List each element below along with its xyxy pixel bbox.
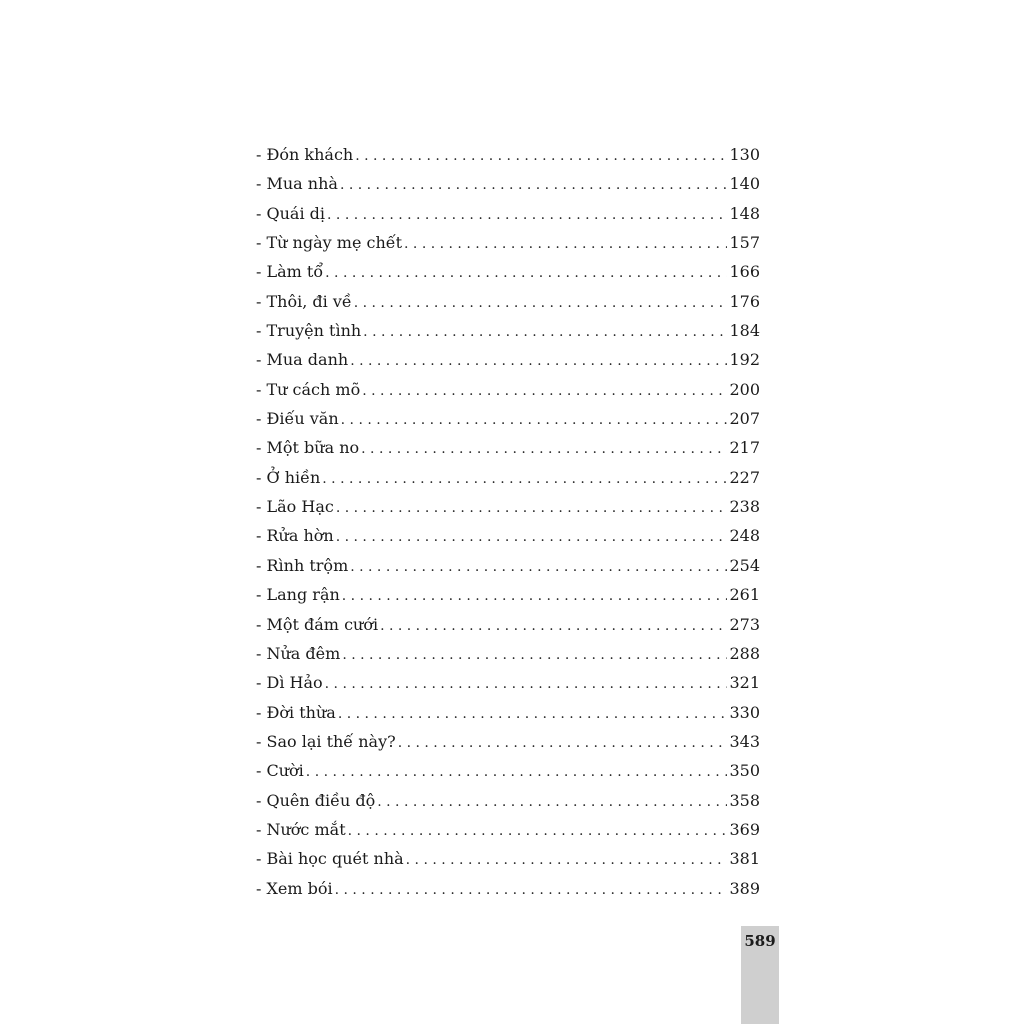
toc-entry-page: 227	[729, 467, 760, 487]
toc-entry	[256, 815, 760, 844]
dot-leader	[341, 406, 728, 435]
toc-entry-title: - Từ ngày mẹ chết	[256, 233, 403, 253]
dot-leader	[361, 435, 727, 464]
toc-entry-title: - Cười	[256, 761, 304, 781]
toc-entry	[256, 639, 760, 668]
toc-entry	[256, 580, 760, 609]
toc-entry-page: 389	[729, 878, 760, 898]
toc-entry-page: 217	[729, 438, 760, 458]
toc-entry-page: 130	[729, 145, 760, 164]
toc-entry-title: - Bài học quét nhà	[256, 849, 404, 869]
toc-entry	[256, 199, 760, 228]
toc-entry	[256, 551, 760, 580]
toc-entry-page: 148	[729, 203, 760, 223]
dot-leader	[354, 289, 728, 318]
toc-entry-title: - Làm tổ	[256, 262, 324, 282]
toc-entry-page: 261	[729, 585, 760, 605]
toc-entry-title: - Truyện tình	[256, 321, 362, 341]
toc-entry-page: 248	[729, 526, 760, 546]
toc-entry-page: 288	[729, 643, 760, 663]
dot-leader	[350, 553, 727, 582]
toc-entry-page: 140	[729, 174, 760, 194]
toc-entry	[256, 610, 760, 639]
toc-entry	[256, 492, 760, 521]
toc-entry-title: - Tư cách mõ	[256, 379, 361, 399]
toc-entry-page: 350	[729, 761, 760, 781]
dot-leader	[348, 817, 728, 846]
toc-entry	[256, 316, 760, 345]
toc-entry-title: - Đời thừa	[256, 702, 336, 722]
toc-entry-page: 157	[729, 233, 760, 253]
toc-entry	[256, 375, 760, 404]
toc-entry-title: - Nước mắt	[256, 819, 346, 839]
toc-entry	[256, 786, 760, 815]
toc-entry	[256, 257, 760, 286]
toc-entry	[256, 521, 760, 550]
dot-leader	[406, 846, 728, 875]
toc-entry	[256, 228, 760, 257]
toc-entry-title: - Ở hiền	[256, 467, 321, 487]
dot-leader	[336, 494, 728, 523]
dot-leader	[398, 729, 728, 758]
dot-leader	[336, 523, 728, 552]
dot-leader	[327, 201, 727, 230]
dot-leader	[325, 259, 727, 288]
toc-entry-title: - Nửa đêm	[256, 643, 341, 663]
dot-leader	[340, 171, 728, 200]
toc-entry-title: - Xem bói	[256, 878, 333, 898]
dot-leader	[363, 318, 727, 347]
toc-entry-page: 343	[729, 731, 760, 751]
toc-entry-page: 192	[729, 350, 760, 370]
dot-leader	[404, 230, 727, 259]
toc-entry-title: - Mua nhà	[256, 174, 338, 194]
toc-entry-page: 184	[729, 321, 760, 341]
toc-entry	[256, 287, 760, 316]
toc-entry-page: 254	[729, 555, 760, 575]
dot-leader	[350, 347, 727, 376]
toc-entry	[256, 698, 760, 727]
page-number: 589	[744, 932, 776, 950]
table-of-contents	[256, 140, 760, 903]
toc-entry	[256, 404, 760, 433]
toc-entry-title: - Thôi, đi về	[256, 291, 352, 311]
toc-entry-page: 238	[729, 497, 760, 517]
toc-entry-title: - Sao lại thế này?	[256, 731, 396, 751]
dot-leader	[377, 788, 727, 817]
toc-entry-title: - Một bữa no	[256, 438, 360, 458]
dot-leader	[322, 465, 727, 494]
dot-leader	[338, 700, 728, 729]
toc-entry-title: - Mua danh	[256, 350, 349, 370]
toc-entry-page: 176	[729, 291, 760, 311]
toc-entry-page: 166	[729, 262, 760, 282]
toc-entry-page: 321	[729, 673, 760, 693]
toc-entry-page: 200	[729, 379, 760, 399]
dot-leader	[342, 641, 727, 670]
toc-entry-page: 369	[729, 819, 760, 839]
toc-entry	[256, 140, 760, 169]
dot-leader	[362, 377, 727, 406]
toc-entry	[256, 169, 760, 198]
toc-entry-title: - Đón khách	[256, 145, 354, 164]
toc-entry	[256, 463, 760, 492]
dot-leader	[335, 876, 728, 905]
toc-entry-page: 381	[729, 849, 760, 869]
toc-entry-title: - Rửa hờn	[256, 526, 334, 546]
toc-entry	[256, 756, 760, 785]
toc-entry	[256, 874, 760, 903]
toc-entry	[256, 345, 760, 374]
toc-entry-page: 273	[729, 614, 760, 634]
toc-entry-title: - Quái dị	[256, 203, 326, 223]
toc-entry-title: - Lão Hạc	[256, 497, 334, 517]
toc-entry-title: - Lang rận	[256, 585, 340, 605]
toc-entry-page: 358	[729, 790, 760, 810]
dot-leader	[342, 582, 728, 611]
dot-leader	[355, 142, 727, 171]
toc-entry-title: - Rình trộm	[256, 555, 349, 575]
toc-entry-page: 330	[729, 702, 760, 722]
toc-entry-title: - Dì Hảo	[256, 673, 323, 693]
dot-leader	[306, 758, 728, 787]
toc-entry-page: 207	[729, 409, 760, 429]
toc-entry-title: - Một đám cưới	[256, 614, 379, 634]
toc-entry	[256, 433, 760, 462]
toc-entry	[256, 668, 760, 697]
toc-entry	[256, 844, 760, 873]
toc-entry-title: - Điếu văn	[256, 409, 339, 429]
toc-entry	[256, 727, 760, 756]
dot-leader	[325, 670, 728, 699]
dot-leader	[380, 612, 727, 641]
toc-entry-title: - Quên điều độ	[256, 790, 376, 810]
